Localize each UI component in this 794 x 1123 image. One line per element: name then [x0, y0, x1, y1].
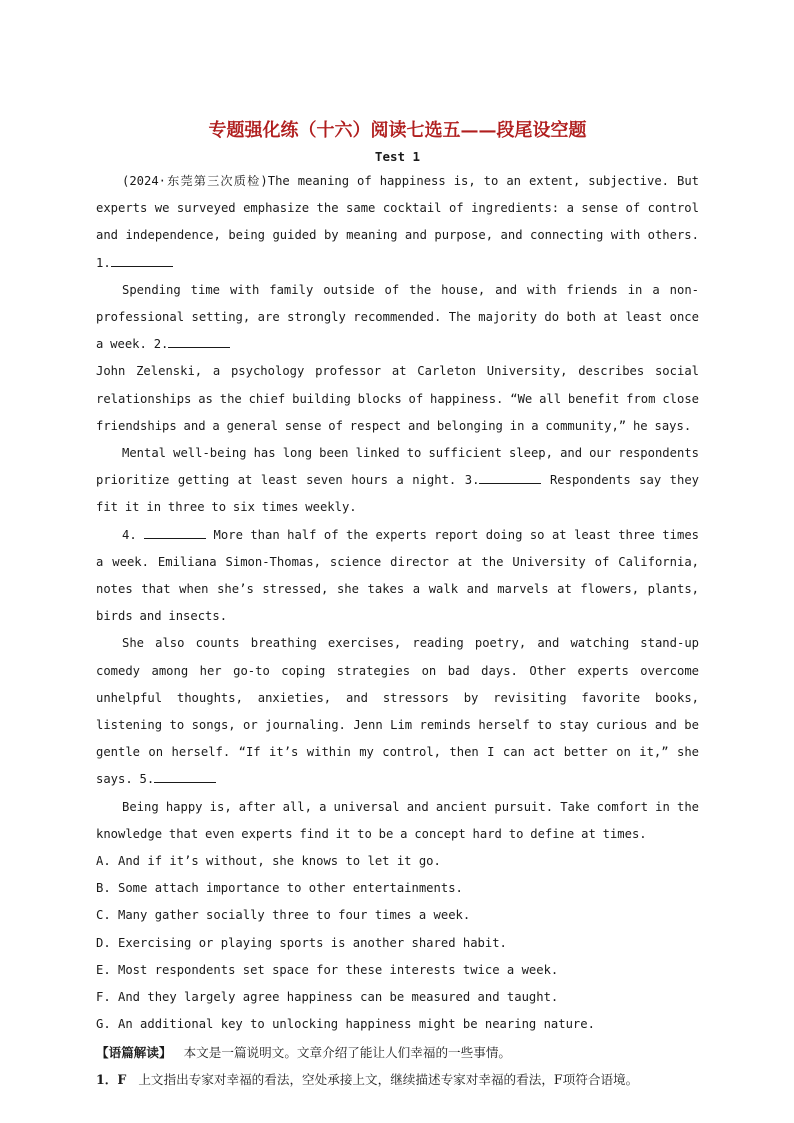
paragraph-6: Being happy is, after all, a universal and ancient pursuit. Take comfort in the knowledge that even experts find it to be a concept hard to define at times.	[96, 799, 699, 841]
analysis-text: 本文是一篇说明文。文章介绍了能让人们幸福的一些事情。	[183, 1044, 512, 1060]
analysis-summary	[96, 1039, 699, 1066]
answer-1-explanation: 上文指出专家对幸福的看法，空处承接上文，继续描述专家对幸福的看法，F项符合语境。	[138, 1071, 639, 1087]
paragraph-2	[96, 277, 699, 359]
paragraph-2-continued: John Zelenski, a psychology professor at Carleton University, describes social relationships as the chief building blocks of happiness. “We all benefit from close friendships and a general sense of respect and belonging in a community,” he says.	[96, 364, 700, 433]
paragraph-3-text-after: Respondents say they fit it in three to six times weekly.	[96, 473, 700, 515]
option-list	[96, 848, 699, 1038]
blank-4[interactable]	[144, 526, 206, 539]
paragraph-4-num: 4.	[122, 527, 145, 542]
blank-2[interactable]	[168, 335, 230, 348]
blank-1[interactable]	[111, 254, 173, 267]
answer-1-key: 1．F	[96, 1071, 127, 1087]
paragraph-4-text: More than half of the experts report doing so at least three times a week. Emiliana Simon-Thomas, science director at the University of California, notes that when she’s stressed, she takes a walk and marvels at flowers, plants, birds and insects.	[96, 527, 699, 624]
option-g: G. An additional key to unlocking happiness might be nearing nature.	[96, 1017, 595, 1032]
blank-3[interactable]	[479, 471, 541, 484]
option-c: C. Many gather socially three to four times a week.	[96, 908, 471, 923]
paragraph-5-text: She also counts breathing exercises, reading poetry, and watching stand-up comedy among her go-to coping strategies on bad days. Other experts overcome unhelpful thoughts, anxieties, and stressors by revisiting favorite books, listening to songs, or journaling. Jenn Lim reminds herself to stay curious and be gentle on herself. “If it’s within my control, then I can act better on it,” she says. 5.	[96, 636, 699, 787]
option-e: E. Most respondents set space for these interests twice a week.	[96, 962, 559, 977]
paragraph-1	[96, 168, 699, 277]
answer-1	[96, 1066, 699, 1093]
option-a: A. And if it’s without, she knows to let it go.	[96, 854, 441, 869]
page-title: 专题强化练（十六）阅读七选五——段尾设空题	[208, 120, 587, 141]
option-d: D. Exercising or playing sports is another shared habit.	[96, 935, 507, 950]
analysis-label: 【语篇解读】	[96, 1044, 172, 1060]
paragraph-3-text: Mental well-being has long been linked to sufficient sleep, and our respondents prioritize getting at least seven hours a night. 3.	[96, 446, 699, 488]
paragraph-1-text: (2024·东莞第三次质检)The meaning of happiness is, to an extent, subjective. But experts we surveyed emphasize the same cocktail of ingredients: a sense of control and independence, being guided by meaning and purpose, and connecting with others. 1.	[96, 174, 699, 270]
option-b: B. Some attach importance to other entertainments.	[96, 881, 463, 896]
paragraph-5	[96, 630, 699, 793]
option-f: F. And they largely agree happiness can be measured and taught.	[96, 990, 559, 1005]
paragraph-3	[96, 440, 699, 522]
paragraph-4	[96, 522, 699, 631]
test-label: Test 1	[374, 149, 421, 164]
blank-5[interactable]	[154, 770, 216, 783]
paragraph-2-text: Spending time with family outside of the house, and with friends in a non-professional setting, are strongly recommended. The majority do both at least once a week. 2.	[96, 282, 699, 352]
document-page	[96, 118, 699, 1093]
